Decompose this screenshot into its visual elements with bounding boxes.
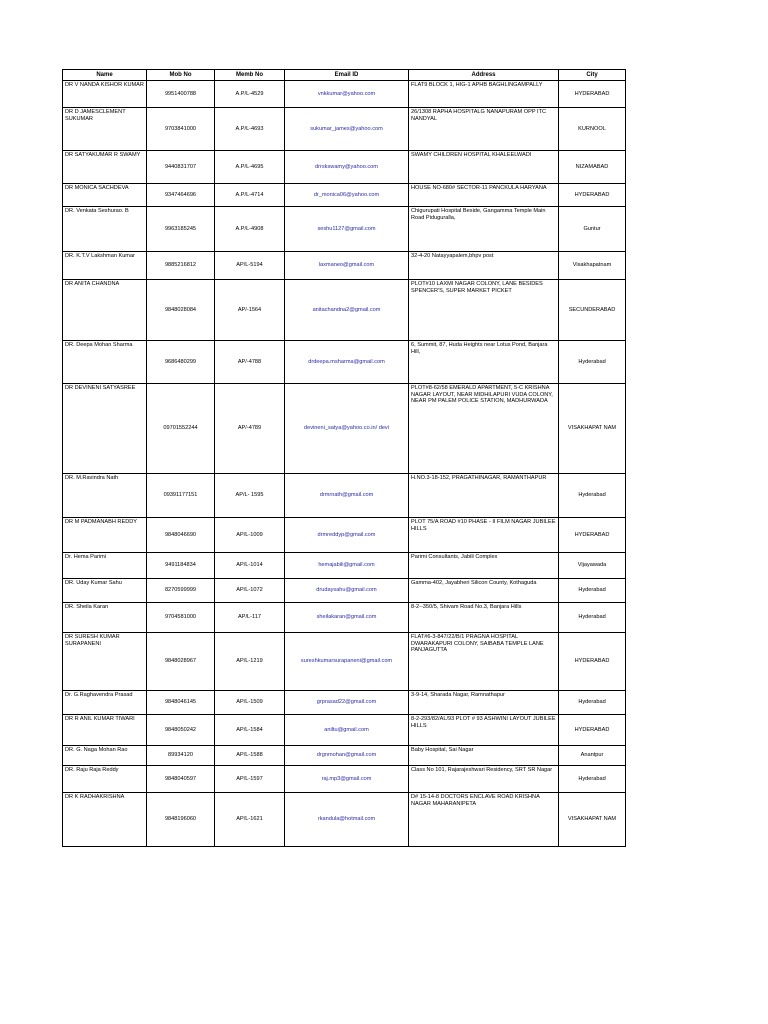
email-link[interactable]: drudaysahu@gmail.com [316, 587, 377, 594]
cell-email[interactable] [285, 766, 409, 793]
cell-mob: 9848196060 [147, 793, 215, 847]
cell-city: VISAKHAPAT NAM [559, 384, 626, 474]
cell-memb: A.P/L-4908 [215, 207, 285, 252]
email-link[interactable]: drmrnath@gmail.com [319, 492, 374, 499]
cell-email[interactable] [285, 793, 409, 847]
cell-address: PLOT#10 LAXMI NAGAR COLONY, LANE BESIDES SPENCER'S, SUPER MARKET PICKET [409, 280, 559, 341]
header-memb: Memb No [215, 70, 285, 81]
cell-mob: 9885216812 [147, 252, 215, 280]
cell-memb: AP/-4789 [215, 384, 285, 474]
table-row [63, 518, 626, 553]
cell-name: DR. G. Naga Mohan Rao [63, 746, 147, 766]
cell-mob: 8270599999 [147, 579, 215, 603]
cell-email[interactable] [285, 691, 409, 715]
header-mob: Mob No [147, 70, 215, 81]
table-row [63, 184, 626, 207]
cell-address: D# 15-14-8 DOCTORS ENCLAVE ROAD KRISHNA NAGAR MAHARANIPETA [409, 793, 559, 847]
cell-mob: 9848028967 [147, 633, 215, 691]
cell-address: Gamma-402, Jayabheri Silicon County, Kothaguda [409, 579, 559, 603]
cell-address: PLOT#8-62/58 EMERALD APARTMENT, 5-C KRISHNA NAGAR LAYOUT, NEAR MIDHILAPURI VUDA COLONY, NEAR PM PALEM POLICE STATION, MADHURWADA [409, 384, 559, 474]
cell-city: Hyderabad [559, 579, 626, 603]
table-row [63, 151, 626, 184]
cell-address: Chigurupati Hospital Beside, Gangamma Temple Main Road Piduguralla, [409, 207, 559, 252]
cell-mob: 9848046145 [147, 691, 215, 715]
cell-address: 32-4-20 Natayyapalem,bhpv post [409, 252, 559, 280]
cell-memb: AP/L-5194 [215, 252, 285, 280]
cell-mob: 9951400788 [147, 81, 215, 108]
cell-memb: AP/L-1588 [215, 746, 285, 766]
cell-mob: 9848040597 [147, 766, 215, 793]
cell-mob: 9848050242 [147, 715, 215, 746]
cell-mob: 9704581000 [147, 603, 215, 633]
email-link[interactable]: drdeepa.msharma@gmail.com [308, 358, 385, 365]
cell-name: DR. K.T.V Lakshman Kumar [63, 252, 147, 280]
email-link[interactable]: drmreddyp@gmail.com [317, 531, 376, 538]
cell-address: 8-2-293/82/AL/93 PLOT # 93 ASHWINI LAYOUT JUBILEE HILLS [409, 715, 559, 746]
contact-table-sheet [62, 69, 625, 847]
email-link[interactable]: sheilakaran@gmail.com [316, 614, 377, 621]
table-row [63, 579, 626, 603]
cell-name: DR SATYAKUMAR R SWAMY [63, 151, 147, 184]
cell-memb: AP/L-1621 [215, 793, 285, 847]
table-row [63, 603, 626, 633]
cell-name: DR. Uday Kumar Sahu [63, 579, 147, 603]
cell-memb: AP/L-1219 [215, 633, 285, 691]
cell-email[interactable] [285, 579, 409, 603]
cell-address: Class No 101, Rajarajeshwari Residency, SRT SR Nagar [409, 766, 559, 793]
cell-city: Hyderabad [559, 341, 626, 384]
email-link[interactable]: seshu1127@gmail.com [317, 225, 376, 232]
table-row [63, 384, 626, 474]
cell-city: HYDERABAD [559, 184, 626, 207]
cell-mob: 9703841000 [147, 108, 215, 151]
cell-memb: AP/L- 1595 [215, 474, 285, 518]
cell-address: HOUSE NO-680# SECTOR-11 PANCKULA HARYANA [409, 184, 559, 207]
cell-name: DR SURESH KUMAR SURAPANENI [63, 633, 147, 691]
cell-name: DR D JAMESCLEMENT SUKUMAR [63, 108, 147, 151]
cell-city: Hyderabad [559, 766, 626, 793]
email-link[interactable]: rkandula@hotmail.com [317, 816, 376, 823]
cell-email[interactable] [285, 252, 409, 280]
header-email: Email ID [285, 70, 409, 81]
cell-name: Dr. Hema Parimi [63, 553, 147, 579]
cell-city: Hyderabad [559, 603, 626, 633]
cell-email[interactable] [285, 553, 409, 579]
email-link[interactable]: dr_monica06@yahoo.com [313, 191, 380, 198]
cell-mob: 09701552244 [147, 384, 215, 474]
email-link[interactable]: anitachandna2@gmail.com [312, 306, 381, 313]
cell-mob: 9963185245 [147, 207, 215, 252]
header-row [63, 70, 626, 81]
cell-address: H.NO.3-18-152, PRAGATHINAGAR, RAMANTHAPUR [409, 474, 559, 518]
cell-email[interactable] [285, 184, 409, 207]
cell-city: VISAKHAPAT NAM [559, 793, 626, 847]
cell-mob: 9686480299 [147, 341, 215, 384]
cell-city: HYDERABAD [559, 633, 626, 691]
cell-address: 8-2--350/5, Shivam Road No.3, Banjara Hills [409, 603, 559, 633]
email-link[interactable]: devineni_satya@yahoo.co.in/ devi [304, 425, 389, 432]
cell-name: DR K RADHAKRISHNA [63, 793, 147, 847]
cell-memb: AP/-4788 [215, 341, 285, 384]
cell-email[interactable] [285, 518, 409, 553]
cell-name: DR V NANDA KISHOR KUMAR [63, 81, 147, 108]
table-row [63, 474, 626, 518]
cell-address: 3-9-14, Sharada Nagar, Ramnathapur [409, 691, 559, 715]
cell-name: DR ANITA CHANDNA [63, 280, 147, 341]
table-row [63, 766, 626, 793]
cell-address: SWAMY CHILDREN HOSPITAL KHALEELWADI [409, 151, 559, 184]
cell-memb: AP/L-1009 [215, 518, 285, 553]
cell-city: Visakhapatnam [559, 252, 626, 280]
table-row [63, 553, 626, 579]
email-link[interactable]: drgnmohan@gmail.com [316, 752, 377, 759]
email-link[interactable]: grprasad22@gmail.com [316, 699, 377, 706]
cell-name: DR M PADMANABH REDDY [63, 518, 147, 553]
cell-email[interactable] [285, 603, 409, 633]
cell-name: DR. Venkata Seshurao. B [63, 207, 147, 252]
cell-memb: A.P/L-4714 [215, 184, 285, 207]
cell-memb: AP/-1564 [215, 280, 285, 341]
cell-email[interactable] [285, 151, 409, 184]
cell-address: 6, Summit, 87, Huda Heights near Lotus Pond, Banjara Hill, [409, 341, 559, 384]
cell-city: KURNOOL [559, 108, 626, 151]
cell-city: HYDERABAD [559, 715, 626, 746]
cell-email[interactable] [285, 384, 409, 474]
cell-memb: AP/L-117 [215, 603, 285, 633]
cell-memb: AP/L-1509 [215, 691, 285, 715]
cell-city: Anantpur [559, 746, 626, 766]
cell-mob: 9848028084 [147, 280, 215, 341]
table-row [63, 715, 626, 746]
cell-email[interactable] [285, 280, 409, 341]
cell-name: DR. Raju Raja Reddy [63, 766, 147, 793]
cell-mob: 9440831707 [147, 151, 215, 184]
header-address: Address [409, 70, 559, 81]
cell-email[interactable] [285, 715, 409, 746]
email-link[interactable]: raj.mp3@gmail.com [321, 775, 372, 782]
table-row [63, 252, 626, 280]
cell-memb: AP/L-1014 [215, 553, 285, 579]
cell-email[interactable] [285, 108, 409, 151]
cell-city: Guntur [559, 207, 626, 252]
table-row [63, 81, 626, 108]
table-row [63, 207, 626, 252]
email-link[interactable]: sureshkumarsurapaneni@gmail.com [300, 658, 393, 665]
cell-city: SECUNDERABAD [559, 280, 626, 341]
cell-memb: AP/L-1597 [215, 766, 285, 793]
cell-city: Hyderabad [559, 474, 626, 518]
email-link[interactable]: drrskswamy@yahoo.com [315, 163, 378, 170]
cell-address: FLAT9 BLOCK 1, HIG-1 APHB BAGHLINGAMPALLY [409, 81, 559, 108]
cell-city: Hyderabad [559, 691, 626, 715]
cell-memb: A.P/L-4529 [215, 81, 285, 108]
cell-memb: A.P/L-4693 [215, 108, 285, 151]
members-table [62, 69, 626, 847]
email-link[interactable]: aniltu@gmail.com [324, 726, 369, 733]
table-row [63, 341, 626, 384]
header-city: City [559, 70, 626, 81]
table-row [63, 691, 626, 715]
cell-address: PLOT 75/A ROAD #10 PHASE - II FILM NAGAR JUBILEE HILLS [409, 518, 559, 553]
cell-address: FLAT#6-3-847/22/B/1 PRAGNA HOSPITAL DWARAKAPURI COLONY, SAIBABA TEMPLE LANE PANJAGUTTA [409, 633, 559, 691]
cell-city: HYDERABAD [559, 81, 626, 108]
cell-name: DR. M.Ravindra Nath [63, 474, 147, 518]
cell-name: Dr. G.Raghavendra Prasad [63, 691, 147, 715]
table-row [63, 633, 626, 691]
cell-name: DR. Sheila Karan [63, 603, 147, 633]
cell-mob: 9491184834 [147, 553, 215, 579]
cell-email[interactable] [285, 746, 409, 766]
table-row [63, 746, 626, 766]
cell-mob: 89934120 [147, 746, 215, 766]
cell-name: DR. Deepa Mohan Sharma [63, 341, 147, 384]
cell-email[interactable] [285, 341, 409, 384]
email-link[interactable]: laxmaneo@gmail.com [318, 262, 375, 269]
header-name: Name [63, 70, 147, 81]
cell-mob: 9347464696 [147, 184, 215, 207]
email-link[interactable]: sukumar_james@yahoo.com [310, 125, 383, 132]
cell-name: DR DEVINENI SATYASREE [63, 384, 147, 474]
cell-address: Baby Hospital, Sai Nagar [409, 746, 559, 766]
email-link[interactable]: vnkkumar@yahoo.com [317, 90, 376, 97]
cell-memb: AP/L-1584 [215, 715, 285, 746]
cell-mob: 09391177151 [147, 474, 215, 518]
table-row [63, 793, 626, 847]
cell-memb: A.P/L-4695 [215, 151, 285, 184]
cell-city: Vijayawada [559, 553, 626, 579]
table-row [63, 108, 626, 151]
table-row [63, 280, 626, 341]
cell-address: Parimi Consultants, Jabili Complex [409, 553, 559, 579]
cell-memb: AP/L-1072 [215, 579, 285, 603]
cell-name: DR R ANIL KUMAR TIWARI [63, 715, 147, 746]
cell-address: 26/1308 RAPHA HOSPITALG NANAPURAM OPP ITC NANDYAL [409, 108, 559, 151]
cell-city: NIZAMABAD [559, 151, 626, 184]
email-link[interactable]: hemajabili@gmail.com [318, 562, 375, 569]
cell-email[interactable] [285, 207, 409, 252]
cell-city: HYDERABAD [559, 518, 626, 553]
cell-email[interactable] [285, 633, 409, 691]
cell-name: DR MONICA SACHDEVA [63, 184, 147, 207]
cell-email[interactable] [285, 474, 409, 518]
cell-email[interactable] [285, 81, 409, 108]
cell-mob: 9848046690 [147, 518, 215, 553]
